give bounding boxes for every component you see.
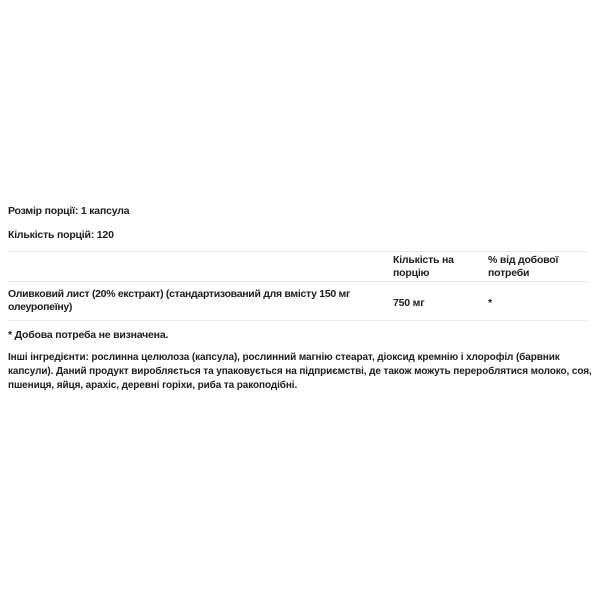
ingredient-amount: 750 мг [393,297,425,309]
column-header-daily-value: % від добової потреби [488,254,559,279]
serving-size-text: Розмір порції: 1 капсула [8,205,130,217]
table-bottom-divider [8,320,587,321]
table-top-divider [8,251,587,252]
table-header-divider [8,281,587,282]
servings-per-container-text: Кількість порцій: 120 [8,229,114,241]
ingredient-daily-value: * [488,297,492,309]
other-ingredients-paragraph: Інші інгредієнти: рослинна целюлоза (капсула), рослинний магнію стеарат, діоксид кремнію і хлорофіл (барвник капсули). Даний продукт виробляється та упаковується на підприємстві, де також можуть перероблятися молоко, соя, пшениця, яйця, арахіс, деревні горіхи, риба та ракоподібні. [8,352,592,391]
daily-value-footnote: * Добова потреба не визначена. [8,329,169,341]
ingredient-name: Оливковий лист (20% екстракт) (стандартизований для вмісту 150 мг олеуропеїну) [8,288,351,313]
column-header-amount-per-serving: Кількість на порцію [393,254,454,279]
